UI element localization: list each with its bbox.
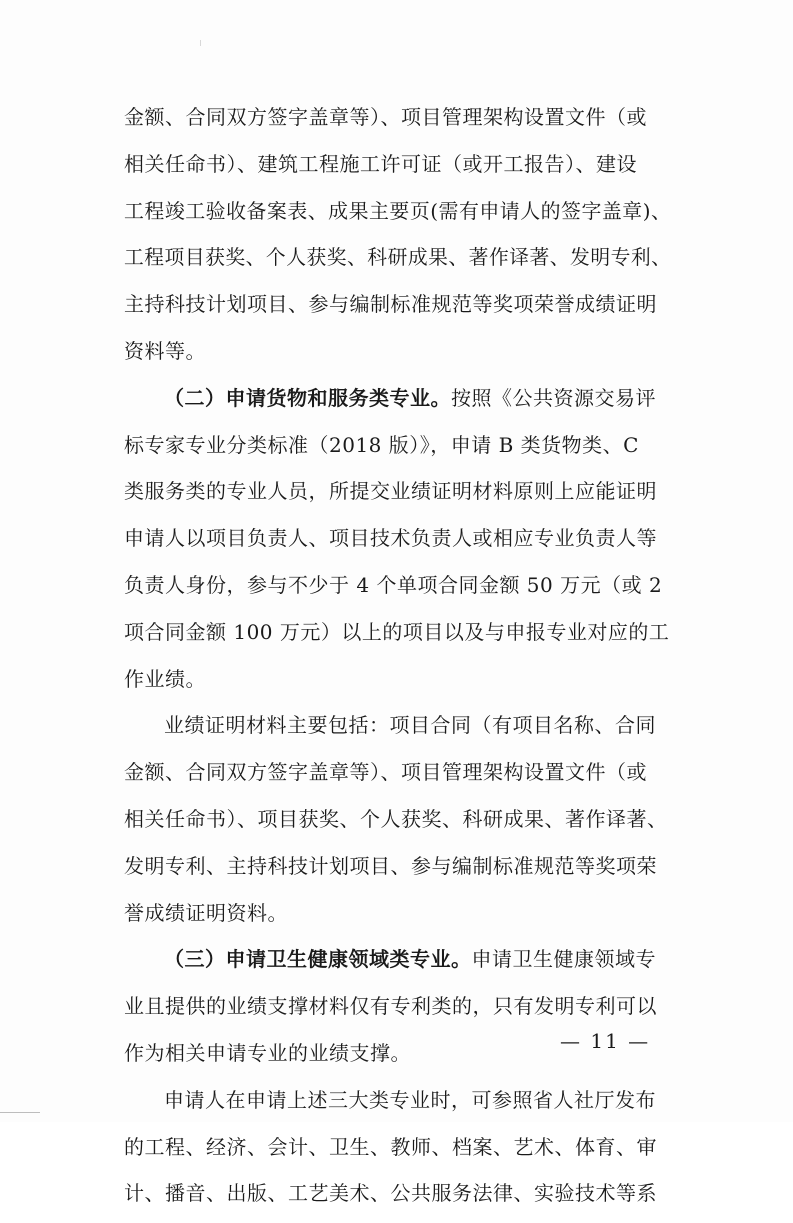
text-line: 业绩证明材料主要包括：项目合同（有项目名称、合同 — [164, 713, 656, 738]
text-line: 相关任命书）、项目获奖、个人获奖、科研成果、著作译著、 — [124, 806, 668, 831]
text-line: 业且提供的业绩支撑材料仅有专利类的，只有发明专利可以 — [124, 994, 657, 1019]
text-line: 类服务类的专业人员，所提交业绩证明材料原则上应能证明 — [124, 479, 657, 504]
text-line: 发明专利、主持科技计划项目、参与编制标准规范等奖项荣 — [124, 853, 657, 878]
text-line: 资料等。 — [124, 338, 206, 363]
text-line: 的工程、经济、会计、卫生、教师、档案、艺术、体育、审 — [124, 1134, 657, 1159]
text-line: 工程项目获奖、个人获奖、科研成果、著作译著、发明专利、 — [124, 245, 672, 270]
scan-mark — [200, 40, 201, 46]
text-line: 相关任命书）、建筑工程施工许可证（或开工报告）、建设 — [124, 151, 637, 176]
section-heading: （二）申请货物和服务类专业。 — [164, 385, 451, 410]
page-number: — 11 — — [560, 1029, 651, 1053]
section-heading: （三）申请卫生健康领域类专业。 — [164, 947, 472, 972]
section-heading-line — [124, 942, 672, 989]
text-line: 负责人身份，参与不少于 4 个单项合同金额 50 万元（或 2 — [124, 572, 663, 597]
text-line: 作业绩。 — [124, 666, 206, 691]
text-line: 金额、合同双方签字盖章等）、项目管理架构设置文件（或 — [124, 760, 647, 785]
scan-mark — [0, 1112, 40, 1113]
text-line: 作为相关申请专业的业绩支撑。 — [124, 1040, 411, 1065]
text-line: 誉成绩证明资料。 — [124, 900, 288, 925]
text-line: 标专家专业分类标准（2018 版）》，申请 B 类货物类、C — [124, 432, 639, 457]
text-line: 工程竣工验收备案表、成果主要页(需有申请人的签字盖章)、 — [124, 198, 672, 223]
section-heading-line — [124, 381, 672, 428]
text-line: 申请人在申请上述三大类专业时，可参照省人社厅发布 — [164, 1087, 656, 1112]
text-line: 申请人以项目负责人、项目技术负责人或相应专业负责人等 — [124, 526, 657, 551]
text-line: 金额、合同双方签字盖章等）、项目管理架构设置文件（或 — [124, 105, 647, 129]
text-line: 计、播音、出版、工艺美术、公共服务法律、实验技术等系 — [124, 1181, 657, 1206]
text-line: 主持科技计划项目、参与编制标准规范等奖项荣誉成绩证明 — [124, 292, 657, 317]
text-line: 项合同金额 100 万元）以上的项目以及与申报专业对应的工 — [124, 619, 670, 644]
text-span: 申请卫生健康领域专 — [471, 947, 656, 972]
text-span: 按照《公共资源交易评 — [451, 385, 656, 410]
